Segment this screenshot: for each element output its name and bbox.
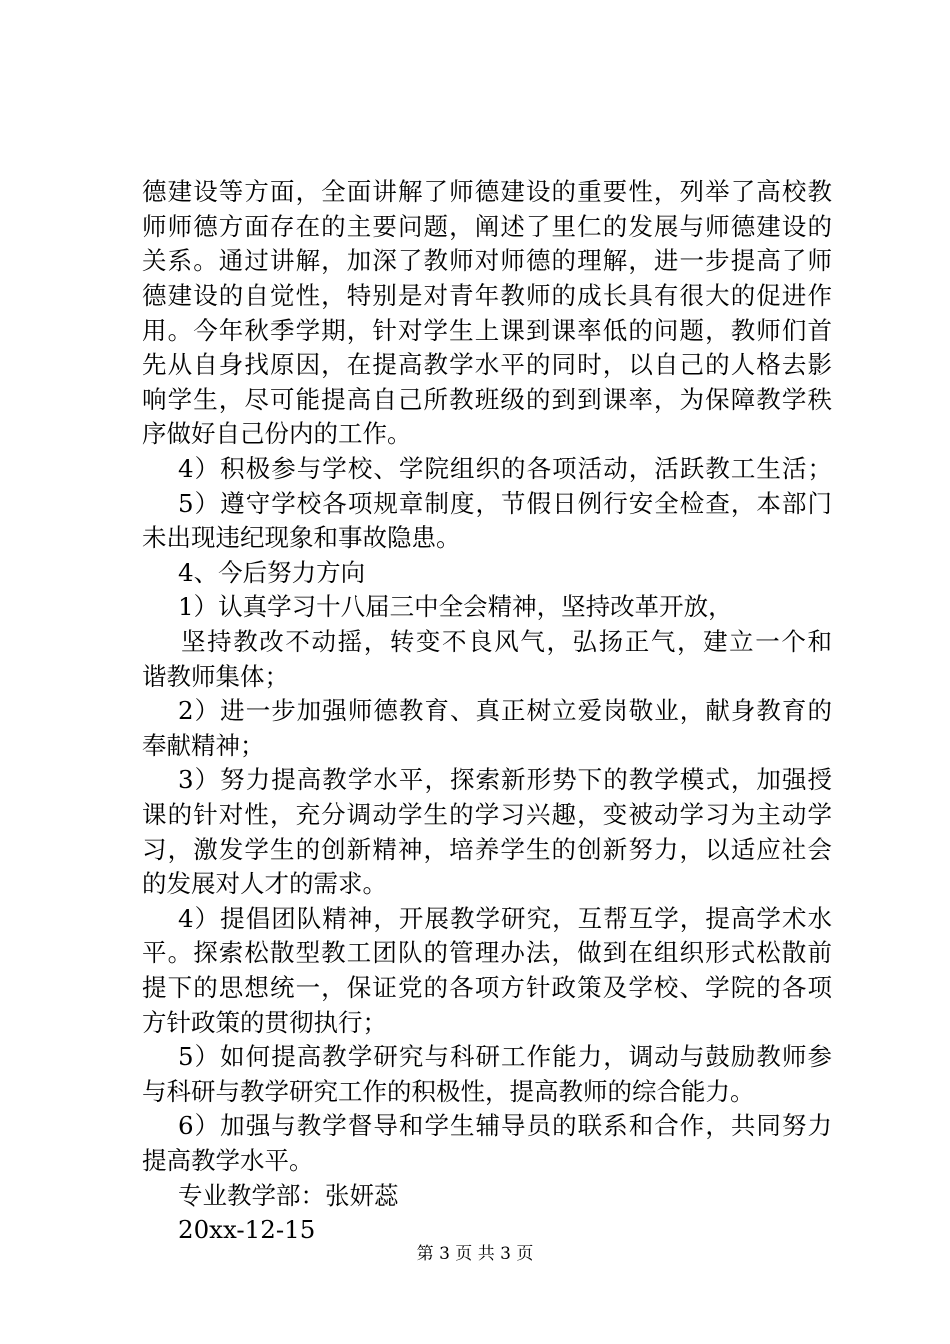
text-line: 5）遵守学校各项规章制度，节假日例行安全检查，本部门: [178, 489, 832, 518]
text-line: 德建设等方面，全面讲解了师德建设的重要性，列举了高校教: [142, 177, 832, 206]
text-line: 未出现违纪现象和事故隐患。: [142, 523, 461, 552]
text-line: 师师德方面存在的主要问题，阐述了里仁的发展与师德建设的: [142, 212, 832, 241]
text-line: 3）努力提高教学水平，探索新形势下的教学模式，加强授: [178, 765, 832, 794]
text-line: 谐教师集体；: [142, 662, 289, 691]
signature-date: 20xx-12-15: [178, 1215, 316, 1244]
text-line: 4）积极参与学校、学院组织的各项活动，活跃教工生活；: [178, 454, 832, 483]
section-heading: 4、今后努力方向: [178, 558, 366, 587]
text-line: 6）加强与教学督导和学生辅导员的联系和合作，共同努力: [178, 1111, 832, 1140]
text-line: 方针政策的贯彻执行；: [142, 1008, 387, 1037]
text-line: 1）认真学习十八届三中全会精神，坚持改革开放，: [178, 592, 733, 621]
text-line: 用。今年秋季学期，针对学生上课到课率低的问题，教师们首: [142, 316, 832, 345]
text-line: 序做好自己份内的工作。: [142, 419, 412, 448]
text-line: 德建设的自觉性，特别是对青年教师的成长具有很大的促进作: [142, 281, 832, 310]
text-line: 2）进一步加强师德教育、真正树立爱岗敬业，献身教育的: [178, 696, 832, 725]
text-line: 习，激发学生的创新精神，培养学生的创新努力，以适应社会: [142, 835, 832, 864]
text-line: 提高教学水平。: [142, 1146, 314, 1175]
text-line: 4）提倡团队精神，开展教学研究，互帮互学，提高学术水: [178, 904, 832, 933]
text-line: 的发展对人才的需求。: [142, 869, 387, 898]
text-line: 先从自身找原因，在提高教学水平的同时，以自己的人格去影: [142, 350, 832, 379]
text-line: 课的针对性，充分调动学生的学习兴趣，变被动学习为主动学: [142, 800, 832, 829]
text-line: 奉献精神；: [142, 731, 265, 760]
text-line: 响学生，尽可能提高自己所教班级的到到课率，为保障教学秩: [142, 385, 832, 414]
text-line: 平。探索松散型教工团队的管理办法，做到在组织形式松散前: [142, 938, 832, 967]
text-line: 关系。通过讲解，加深了教师对师德的理解，进一步提高了师: [142, 246, 832, 275]
text-line: 5）如何提高教学研究与科研工作能力，调动与鼓励教师参: [178, 1042, 832, 1071]
text-line: 与科研与教学研究工作的积极性，提高教师的综合能力。: [142, 1077, 755, 1106]
text-line: 提下的思想统一，保证党的各项方针政策及学校、学院的各项: [142, 973, 832, 1002]
page-number-footer: 第 3 页 共 3 页: [416, 1244, 534, 1264]
text-line: 坚持教改不动摇，转变不良风气，弘扬正气，建立一个和: [181, 627, 832, 656]
signature-department: 专业教学部：张妍蕊: [178, 1181, 399, 1210]
